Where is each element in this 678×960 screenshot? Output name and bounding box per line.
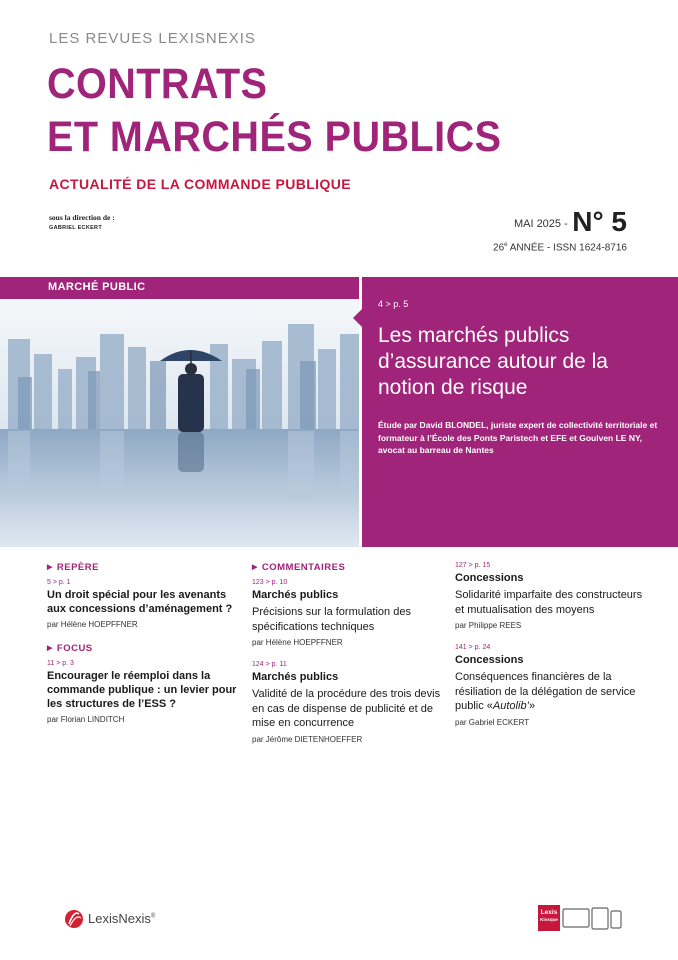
article-entry <box>455 562 645 630</box>
year-issn-text: ANNÉE - ISSN 1624-8716 <box>507 242 627 254</box>
article-ref: 124 > p. 11 <box>252 661 287 668</box>
lexisnexis-mark-icon <box>64 906 84 930</box>
year-number: 26 <box>493 242 505 254</box>
article-ref: 127 > p. 15 <box>455 562 491 569</box>
article-author: par Philippe REES <box>455 621 522 630</box>
kiosque-logo <box>538 905 560 931</box>
feature-panel <box>362 277 678 547</box>
kiosque-logo-line1: Lexis <box>540 909 558 916</box>
issue-number: N° 5 <box>572 206 627 237</box>
section-header-commentaires: ▶ COMMENTAIRES <box>252 562 442 573</box>
feature-author: Étude par David BLONDEL, juriste expert de collectivité territoriale et formateur à l’École des Ponts Paristech et EFE et Goulven LE NY, avocat au barreau de Nantes <box>378 420 658 455</box>
article-title: Encourager le réemploi dans la commande publique : un levier pour les structures de l’ESS ? <box>47 670 237 710</box>
article-author: par Hélène HOEPFFNER <box>47 620 138 629</box>
column-left <box>47 562 242 738</box>
article-author: par Florian LINDITCH <box>47 715 125 724</box>
article-author: par Hélène HOEPFFNER <box>252 638 343 647</box>
article-category: Concessions <box>455 572 524 584</box>
article-ref: 5 > p. 1 <box>47 579 71 586</box>
feature-ref: 4 > p. 5 <box>378 299 409 309</box>
journal-title-line2: ET MARCHÉS PUBLICS <box>47 113 502 161</box>
section-header-focus: ▶ FOCUS <box>47 643 242 654</box>
publisher-name-text: LexisNexis <box>88 910 151 926</box>
column-right <box>455 562 645 741</box>
feature-section-band <box>0 277 359 299</box>
article-category: Marchés publics <box>252 589 339 601</box>
article-entry <box>455 644 645 727</box>
journal-subtitle: ACTUALITÉ DE LA COMMANDE PUBLIQUE <box>49 176 352 192</box>
panel-pointer <box>353 309 362 327</box>
feature-block <box>0 277 678 547</box>
article-author: par Jérôme DIETENHOEFFER <box>252 734 363 744</box>
article-category: Marchés publics <box>252 671 339 683</box>
article-title-start: Conséquences financières de la résiliation de la délégation de service public « <box>455 671 636 712</box>
direction-label: sous la direction de : <box>49 213 115 222</box>
article-title-italic: Autolib’ <box>492 700 529 712</box>
cover-photo-city-umbrella <box>0 299 359 547</box>
article-entry <box>252 579 442 647</box>
year-suffix: e <box>504 242 508 248</box>
article-entry <box>47 579 242 629</box>
director-name: GABRIEL ECKERT <box>49 225 102 231</box>
article-entry <box>252 661 442 744</box>
issue-date: MAI 2025 - <box>513 218 568 230</box>
journal-title-line1: CONTRATS <box>47 60 268 108</box>
lexisnexis-logo <box>64 906 155 930</box>
article-title: Précisions sur la formulation des spécifications techniques <box>252 606 411 633</box>
article-category: Concessions <box>455 654 524 666</box>
section-header-repere: ▶ REPÈRE <box>47 562 242 573</box>
publisher-registered-mark: ® <box>150 913 156 920</box>
article-ref: 141 > p. 24 <box>455 644 491 651</box>
article-title-end: » <box>529 700 536 712</box>
feature-section-label: MARCHÉ PUBLIC <box>48 281 146 293</box>
devices-icon <box>562 905 628 931</box>
article-title: Validité de la procédure des trois devis en cas de dispense de publicité et de mise en concurrence <box>252 688 441 729</box>
article-title <box>455 670 645 714</box>
journal-title <box>47 58 501 164</box>
article-title: Solidarité imparfaite des constructeurs et mutualisation des moyens <box>455 589 643 616</box>
article-entry <box>47 660 242 724</box>
lexis-kiosque-badge <box>538 905 628 931</box>
feature-title: Les marchés publics d’assurance autour de la notion de risque <box>378 324 608 399</box>
year-issn <box>493 242 627 253</box>
article-ref: 11 > p. 3 <box>47 660 74 667</box>
kiosque-logo-line2: Kiosque <box>540 917 558 922</box>
publisher-name <box>88 911 155 926</box>
series-name: LES REVUES LEXISNEXIS <box>49 30 256 47</box>
column-middle <box>252 562 442 758</box>
cover-photo-illustration <box>0 299 359 547</box>
article-ref: 123 > p. 10 <box>252 579 288 586</box>
article-author: par Gabriel ECKERT <box>455 717 530 727</box>
article-title: Un droit spécial pour les avenants aux concessions d’aménagement ? <box>47 589 233 615</box>
issue-info <box>514 206 627 238</box>
